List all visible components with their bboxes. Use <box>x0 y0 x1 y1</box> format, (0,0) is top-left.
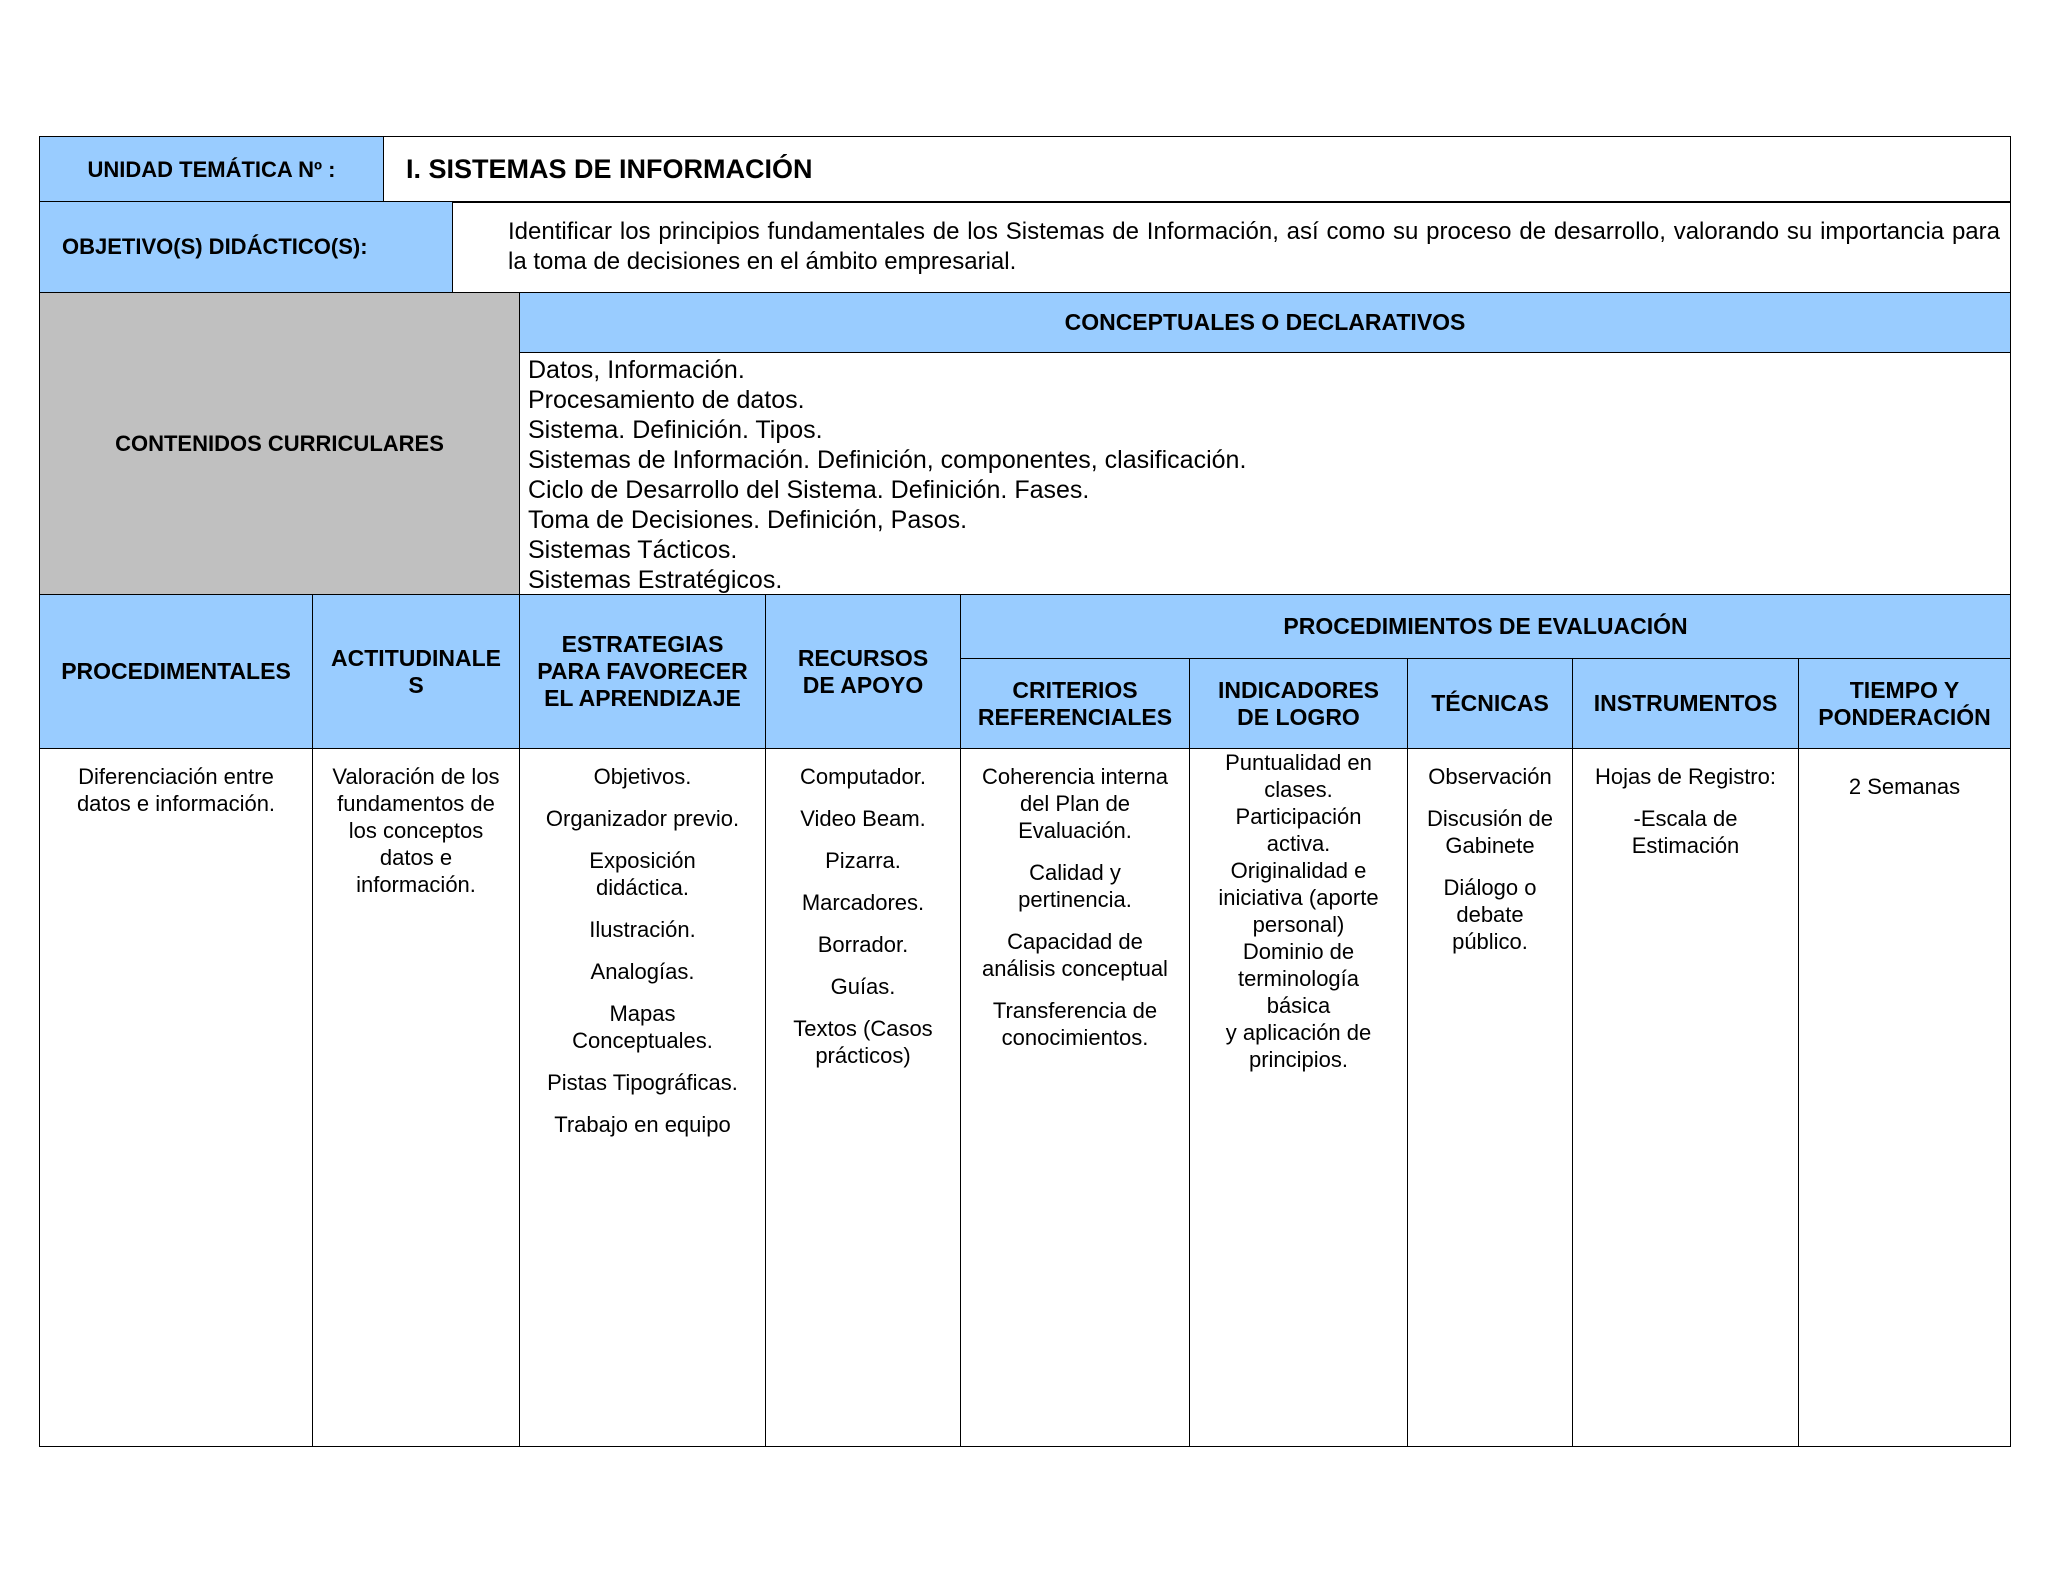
recursos-cell <box>766 749 961 1447</box>
list-item: Computador. <box>800 764 926 790</box>
conceptual-header: CONCEPTUALES O DECLARATIVOS <box>520 292 2011 352</box>
list-item: Coherencia interna del Plan de Evaluación. <box>982 764 1168 844</box>
list-item: Pizarra. <box>825 848 901 874</box>
list-item: Capacidad de análisis conceptual <box>982 929 1168 982</box>
list-item: Participación activa. <box>1235 804 1362 857</box>
list-item: Sistema. Definición. Tipos. <box>528 415 823 444</box>
list-item: Transferencia de conocimientos. <box>992 998 1158 1051</box>
header-estrategias: ESTRATEGIAS PARA FAVORECER EL APRENDIZAJE <box>520 595 766 749</box>
list-item: y aplicación de principios. <box>1225 1020 1372 1073</box>
unit-title: I. SISTEMAS DE INFORMACIÓN <box>384 137 2011 203</box>
header-actitudinales: ACTITUDINALE S <box>313 595 520 749</box>
list-item: Ilustración. <box>589 917 696 943</box>
list-item: Observación <box>1428 764 1552 790</box>
list-item: Video Beam. <box>800 806 926 832</box>
list-item: Ciclo de Desarrollo del Sistema. Definición. Fases. <box>528 475 1090 504</box>
list-item: Procesamiento de datos. <box>528 385 805 414</box>
list-item: Diálogo o debate público. <box>1443 875 1537 955</box>
unit-table <box>39 136 2011 203</box>
objective-label: OBJETIVO(S) DIDÁCTICO(S): <box>40 202 453 293</box>
header-tecnicas: TÉCNICAS <box>1408 659 1573 749</box>
contents-label: CONTENIDOS CURRICULARES <box>40 292 520 595</box>
list-item: Trabajo en equipo <box>554 1112 731 1138</box>
list-item: Sistemas de Información. Definición, componentes, clasificación. <box>528 445 1247 474</box>
criterios-cell <box>961 749 1190 1447</box>
header-tiempo: TIEMPO Y PONDERACIÓN <box>1799 659 2011 749</box>
indicadores-cell <box>1190 749 1408 1447</box>
actitudinales-cell: Valoración de los fundamentos de los conceptos datos e información. <box>313 749 520 1447</box>
conceptual-list <box>520 352 2011 595</box>
unit-label: UNIDAD TEMÁTICA Nº : <box>40 137 384 203</box>
header-recursos: RECURSOS DE APOYO <box>766 595 961 749</box>
tecnicas-cell <box>1408 749 1573 1447</box>
evaluation-table <box>39 594 2011 1447</box>
procedimentales-cell: Diferenciación entre datos e información. <box>40 749 313 1447</box>
tiempo-cell: 2 Semanas <box>1799 749 2011 1447</box>
list-item: Guías. <box>830 974 896 1000</box>
list-item: Hojas de Registro: <box>1595 764 1776 790</box>
header-procedimentales: PROCEDIMENTALES <box>40 595 313 749</box>
list-item: Datos, Información. <box>528 355 745 384</box>
list-item: Sistemas Tácticos. <box>528 535 738 564</box>
list-item: -Escala de Estimación <box>1631 806 1740 859</box>
list-item: Marcadores. <box>801 890 925 916</box>
list-item: Mapas Conceptuales. <box>572 1001 713 1054</box>
header-criterios: CRITERIOS REFERENCIALES <box>961 659 1190 749</box>
list-item: Organizador previo. <box>545 806 740 832</box>
list-item: Textos (Casos prácticos) <box>793 1016 933 1069</box>
planning-document <box>39 136 2011 1447</box>
header-indicadores: INDICADORES DE LOGRO <box>1190 659 1408 749</box>
list-item: Analogías. <box>590 959 695 985</box>
list-item: Puntualidad en clases. <box>1225 750 1372 803</box>
list-item: Pistas Tipográficas. <box>547 1070 738 1096</box>
list-item: Exposición didáctica. <box>589 848 696 901</box>
list-item: Dominio de terminología básica <box>1237 939 1360 1019</box>
list-item: Borrador. <box>817 932 909 958</box>
estrategias-cell <box>520 749 766 1447</box>
list-item: Objetivos. <box>593 764 692 790</box>
contents-table <box>39 292 2011 596</box>
list-item: Discusión de Gabinete <box>1427 806 1553 859</box>
objective-table <box>39 201 2011 293</box>
list-item: Toma de Decisiones. Definición, Pasos. <box>528 505 968 534</box>
instrumentos-cell <box>1573 749 1799 1447</box>
objective-text: Identificar los principios fundamentales de los Sistemas de Información, así como su proceso de desarrollo, valorando su importancia para la toma de decisiones en el ámbito empresarial. <box>453 202 2011 293</box>
list-item: Originalidad e iniciativa (aporte personal) <box>1218 858 1379 938</box>
header-instrumentos: INSTRUMENTOS <box>1573 659 1799 749</box>
list-item: Calidad y pertinencia. <box>1018 860 1132 913</box>
list-item: Sistemas Estratégicos. <box>528 565 783 594</box>
header-evaluacion: PROCEDIMIENTOS DE EVALUACIÓN <box>961 595 2011 659</box>
